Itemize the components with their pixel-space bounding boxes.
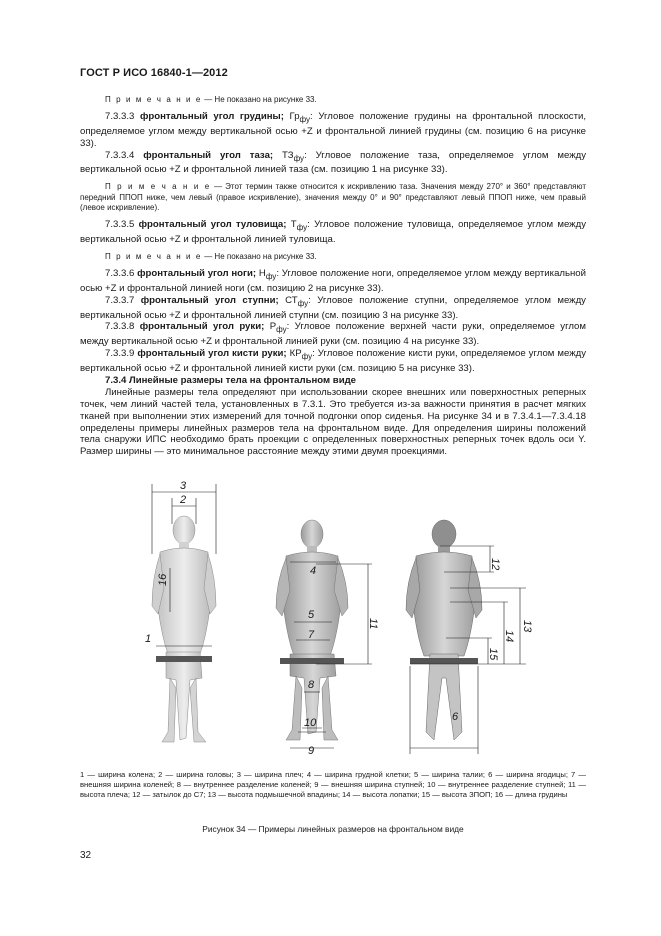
para-7-3-3-5: 7.3.3.5 фронтальный угол туловища; $Т_{фу}$: Угловое положение туловища, определяемое углом между вертикальной осью +Z и фронтальной линией туловища. [80,219,586,246]
label-5: 5 [308,609,315,621]
para-7-3-3-9: 7.3.3.9 фронтальный угол кисти руки; $КР_{фу}$: Угловое положение кисти руки, определяемое углом между вертикальной осью +Z и фронтальной линией кисти руки (см. позицию 5 на рисунке 33). [80,347,587,374]
para-7-3-3-7: 7.3.3.7 фронтальный угол ступни; $СТ_{фу}$: Угловое положение ступни, определяемое углом между вертикальной осью +Z и фронтальной линией ступни (см. позицию 3 на рисунке 33). [80,294,586,321]
para-7-3-3-8: 7.3.3.8 фронтальный угол руки; $Р_{фу}$: Угловое положение верхней части руки, определяемое углом между вертикальной осью +Z и фронтальной линией руки (см. позицию 4 на рисунке 33). [80,321,586,348]
figure-back-3 [406,520,482,740]
note-2: П р и м е ч а н и е — Этот термин также относится к искривлению таза. Значения между 270° и 360° представляют передний ППОП ниже, чем левый (правое искривление), значения между 0° и 90° представляют левый ППОП ниже, чем правый (левое искривление). [80,182,586,213]
page-number: 32 [80,850,92,861]
label-14: 14 [503,630,515,643]
label-12: 12 [489,558,501,571]
figure-34 [140,478,533,762]
figure-legend: 1 — ширина колена; 2 — ширина головы; 3 — ширина плеч; 4 — ширина грудной клетки; 5 — ширина талии; 6 — ширина ягодицы; 7 — внешняя ширина коленей; 8 — внутреннее разделение коленей; 9 — внешняя ширина ступней; 10 — внутреннее разделение ступней; 11 — высота плеча; 12 — затылок до С7; 13 — высота подмышечной впадины; 14 — высота лопатки; 15 — высота ЗПОП; 16 — длина грудины [80,770,586,799]
para-7-3-3-3: 7.3.3.3 фронтальный угол грудины; $Гр_{фу}$: Угловое положение грудины на фронтальной плоскости, определяемое углом между вертикальной осью +Z и фронтальной линией грудины (см. позицию 6 на рисунке 33). [80,111,586,149]
section-title: 7.3.4 Линейные размеры тела на фронтальном виде [105,375,357,387]
para-7-3-3-6: 7.3.3.6 фронтальный угол ноги; $Н_{фу}$: Угловое положение ноги, определяемое углом между вертикальной осью +Z и фронтальной линией ноги (см. позицию 2 на рисунке 33). [80,268,586,295]
label-9: 9 [308,745,315,757]
label-2: 2 [180,494,187,506]
note-3: П р и м е ч а н и е — Не показано на рисунке 33. [105,251,317,261]
note-1: П р и м е ч а н и е — Не показано на рисунке 33. [105,95,317,104]
label-15: 15 [487,648,499,661]
label-11: 11 [367,618,379,630]
label-4: 4 [310,565,317,577]
label-16: 16 [157,573,169,586]
body-paragraph: Линейные размеры тела определяют при использовании скорее внешних или поверхностных реперных точек, чем линий частей тела, установленных в 7.3.1. Это требуется из-за важности принятия в расчет мягких тканей при выполнении этих измерений для точной подгонки опор сиденья. На рисунке 34 и в 7.3.4.1—7.3.4.18 определены примеры линейных размеров тела на фронтальном виде. Для определения ширины положений тела снаружи ИПС необходимо брать проекции с определенных поверхностных реперных точек вдоль оси Y. Размер ширины — это минимальное расстояние между этими двумя проекциями. [80,387,586,458]
figure-front-1 [152,516,216,742]
label-1: 1 [145,633,152,645]
label-10: 10 [304,717,317,729]
para-7-3-3-4: 7.3.3.4 фронтальный угол таза; $ТЗ_{фу}$: Угловое положение таза, определяемое углом между вертикальной осью +Z и фронтальной линией таза (см. позицию 1 на рисунке 33). [80,149,587,176]
label-8: 8 [308,679,315,691]
label-3: 3 [180,480,187,492]
document-header: ГОСТ Р ИСО 16840-1—2012 [80,67,228,79]
figure-caption: Рисунок 34 — Примеры линейных размеров на фронтальном виде [202,824,464,834]
label-6: 6 [452,711,459,723]
label-13: 13 [521,620,533,633]
figure-34-illustration [140,478,533,762]
main-text [80,95,586,458]
label-7: 7 [308,629,315,641]
